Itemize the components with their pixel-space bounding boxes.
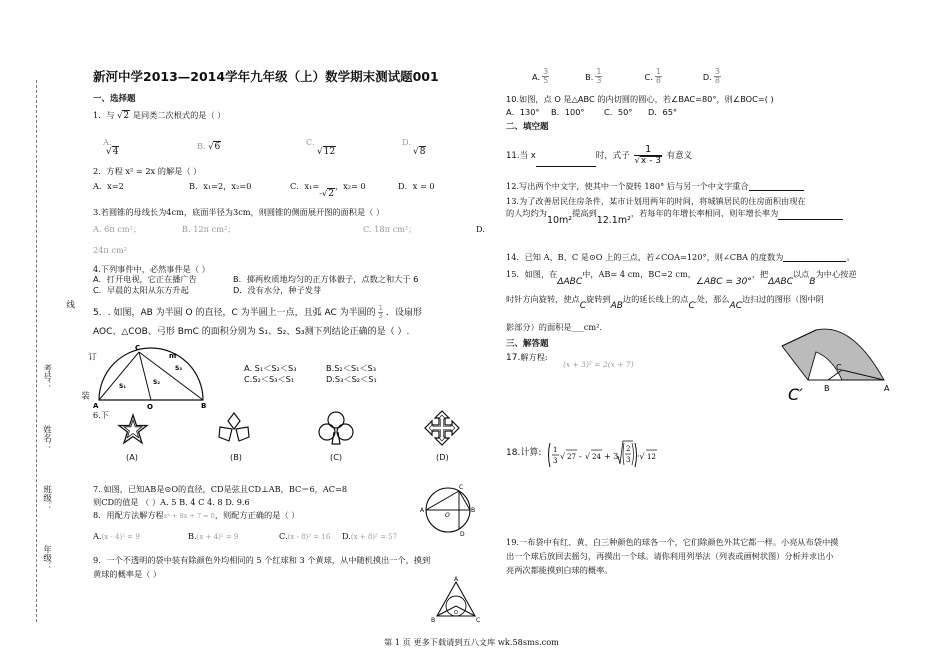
svg-text:-: - <box>579 452 582 461</box>
label-exam-number: 考号： <box>41 364 52 390</box>
fig10-label-b: B <box>431 617 436 624</box>
q9-option-label: A. <box>532 71 541 82</box>
binding-char-line: 线 <box>64 300 75 309</box>
question-17: 17.解方程: <box>506 352 548 363</box>
fig7-label-o: O <box>445 512 450 519</box>
q6-option-d-arrows-icon <box>424 410 460 446</box>
q9-option-denominator: 5 <box>543 76 549 86</box>
svg-text:·√: ·√ <box>637 452 645 461</box>
q6-label-a: (A) <box>126 452 138 462</box>
q5-option-a: A. S₁＜S₂＜S₃ <box>244 363 297 373</box>
q2-option-c: C．x₁=-√2，x₂= 0 <box>290 181 366 199</box>
q9-option-fraction <box>595 68 602 86</box>
svg-text:24: 24 <box>592 453 601 461</box>
fig15-label-a: A <box>884 384 890 393</box>
question-18: 18.计算: <box>506 448 542 458</box>
q9-option-b <box>585 68 602 86</box>
q1-option-c-value: √12 <box>317 147 336 157</box>
label-class: 班级： <box>41 485 52 511</box>
q6-label-b: (B) <box>230 452 243 462</box>
fig5-label-c: C <box>135 344 141 352</box>
q15-rotation-figure <box>780 322 892 404</box>
q4-option-d: D．没有水分，种子发芽 <box>233 285 322 295</box>
q9-options-list <box>532 67 721 86</box>
label-grade: 年级： <box>41 545 52 571</box>
fig7-label-a: A <box>420 507 425 514</box>
q9-option-fraction <box>714 68 721 86</box>
q9-option-label: B. <box>585 71 594 82</box>
question-1: 1．与 √2 是同类二次根式的是（ ） <box>93 110 226 121</box>
svg-text:√: √ <box>560 452 566 461</box>
q3-option-b: B. 12π cm²； <box>182 224 236 234</box>
fig7-label-b: B <box>471 507 476 514</box>
question-3: 3.若圆锥的母线长为4cm，底面半径为3cm，则圆锥的侧面展开图的面积是（ ） <box>93 207 385 217</box>
label-name: 姓名： <box>41 425 52 451</box>
question-19-line-3: 亮两次都能摸到白球的概率。 <box>506 565 613 575</box>
q11-answer-blank[interactable] <box>536 158 596 167</box>
question-9: 9．一个不透明的袋中装有除颜色外均相同的 5 个红球和 3 个黄球，从中随机摸出一个，摸到 <box>93 555 431 565</box>
fig15-label-b: B <box>824 384 830 393</box>
svg-text:3: 3 <box>553 457 558 465</box>
q8-option-a: A.(x - 4)² = 9 <box>93 531 140 541</box>
q9-option-fraction <box>542 68 549 86</box>
question-15-line-3: 影部分）的面积是___cm². <box>506 322 603 332</box>
q5-option-d: D.S₃＜S₂＜S₁ <box>326 374 377 384</box>
page-title: 新河中学2013—2014学年九年级（上）数学期末测试题001 <box>93 69 439 84</box>
svg-text:3: 3 <box>626 456 631 464</box>
q2-option-a: A．x=2 <box>93 181 124 191</box>
page-footer: 第 1 页 更多下载请到五八文库 wk.58sms.com <box>384 637 559 647</box>
q6-label-d: (D) <box>436 452 449 462</box>
svg-text:+ 3: + 3 <box>604 452 619 461</box>
q9-option-a <box>532 68 549 86</box>
fig5-label-s3: S₃ <box>175 365 182 372</box>
q9-options <box>532 68 721 86</box>
fig5-label-s1: S₁ <box>119 383 126 390</box>
q10-option-d: D．65° <box>648 107 678 117</box>
q10-option-c: C．50° <box>604 107 633 117</box>
binding-char-zhuang: 装 <box>79 391 90 400</box>
q9-option-denominator: 3 <box>596 76 602 86</box>
svg-text:2: 2 <box>626 445 631 453</box>
question-8: 8．用配方法解方程x² + 8x + 7 = 0，则配方正确的是（ ） <box>93 510 300 520</box>
fig7-label-c: C <box>459 484 464 491</box>
question-9-line-2: 黄球的概率是（ ） <box>93 569 162 579</box>
fig5-label-s2: S₂ <box>153 379 160 386</box>
q5-option-b: B.S₂＜S₁＜S₃ <box>326 363 377 373</box>
svg-text:1: 1 <box>553 446 558 454</box>
fig15-label-c-prime: C′ <box>788 385 803 404</box>
q1-option-a-value: √4 <box>106 147 119 157</box>
question-18-expression <box>549 439 659 471</box>
svg-text:12: 12 <box>647 453 656 461</box>
q9-option-denominator: 8 <box>655 76 661 86</box>
binding-char-ding: 订 <box>86 352 97 361</box>
question-17-equation: (x + 3)² = 2(x + 7) <box>563 360 634 369</box>
q8-option-b: B.(x + 4)² = 9 <box>188 531 239 541</box>
question-14: 14．已知 A、B、C 是⊙O 上的三点，若∠COA=120°，则∠CBA 的度数为 。 <box>506 252 855 262</box>
q1-option-d-value: √8 <box>413 147 426 157</box>
fig5-label-m: m <box>169 352 177 360</box>
section-choice-heading: 一、选择题 <box>93 94 136 104</box>
question-5-line-2: AOC、△COB、弓形 BmC 的面积分别为 S₁、S₂、S₃测下列结论正确的是（ ）. <box>93 327 410 337</box>
q4-option-b: B．掷两枚质地均匀的正方体骰子，点数之和大于 6 <box>233 274 419 284</box>
question-7-options: 则CD的值是 （ ）A. 5 B. 4 C 4. 8 D. 9.6 <box>93 497 250 507</box>
q2-option-d: D．x = 0 <box>398 181 435 191</box>
q3-option-d: D. <box>476 224 485 234</box>
q4-option-c: C．早晨的太阳从东方升起 <box>93 285 189 295</box>
question-15: 15．如图，在ΔABC中，AB= 4 cm，BC=2 cm，∠ABC = 30°，把ΔABC以点B为中心按逆 <box>506 269 857 287</box>
section-fill-heading: 二、填空题 <box>506 122 549 132</box>
question-2: 2．方程 x² = 2x 的解是（ ） <box>93 166 202 176</box>
q6-option-b-diamonds-icon <box>217 412 251 446</box>
q6-option-a-star-icon <box>118 414 148 446</box>
q12-answer-blank[interactable] <box>749 182 804 191</box>
q13-answer-blank[interactable] <box>778 211 843 220</box>
q9-option-d <box>703 68 721 86</box>
q8-option-d: D.(x + 8)² = 57 <box>342 531 398 541</box>
binding-line <box>36 80 37 622</box>
q4-option-a: A．打开电视，它正在播广告 <box>93 274 197 284</box>
q1-option-a: A. <box>103 137 112 147</box>
question-15-line-2: 时针方向旋转，使点C旋转到AB边的延长线上的点C′处，那么AC边扫过的图形（图中阴 <box>506 294 824 311</box>
q6-option-c-club-icon <box>318 410 354 446</box>
question-13: 13.为了改善居民住房条件，某市计划用两年的时间，将城镇居民的住房面积由现在 <box>506 196 806 206</box>
q5-option-c: C.S₂＜S₃＜S₁ <box>244 374 295 384</box>
q1-option-b: B. √6 <box>197 141 221 152</box>
q3-option-c: C. 18π cm²； <box>363 224 417 234</box>
q2-option-b: B．x₁=2，x₂=0 <box>189 181 252 191</box>
q3-option-a: A. 6π cm²； <box>93 224 142 234</box>
q9-option-label: D. <box>702 71 712 82</box>
q1-option-d: D. <box>402 137 411 147</box>
q6-label-c: (C) <box>330 452 343 462</box>
fig5-label-b: B <box>201 402 207 410</box>
fig10-label-o: O <box>454 610 458 616</box>
q5-semicircle-figure <box>93 344 207 411</box>
q1-option-c: C. <box>306 137 315 147</box>
fig5-label-o: O <box>147 403 153 411</box>
section-solve-heading: 三、解答题 <box>506 339 549 349</box>
q8-option-c: C.(x - 8)² = 16 <box>279 531 331 541</box>
q10-option-a: A．130° <box>506 107 540 117</box>
question-12: 12.写出两个中文字，使其中一个旋转 180° 后与另一个中文字重合 <box>506 181 804 191</box>
fig10-label-a: A <box>454 576 459 583</box>
question-19: 19.一布袋中有红、黄、白三种颜色的球各一个，它们除颜色外其它都一样。小亮从布袋中摸 <box>506 537 839 547</box>
q9-option-numerator: 3 <box>714 67 720 76</box>
q14-answer-blank[interactable] <box>783 253 846 262</box>
question-11: 11.当 x 时，式子 $\frac{1}{√x - 3}$ 有意义 <box>506 144 693 166</box>
question-13-line-2: 的人均约为10m²提高到12.1m²，若每年的年增长率相同，则年增长率为 <box>506 208 843 220</box>
fig15-label-c: C <box>836 363 842 372</box>
question-4: 4.下列事件中，必然事件是（ ） <box>93 264 210 274</box>
question-6: 6.下 <box>93 410 109 420</box>
svg-text:27: 27 <box>567 453 576 461</box>
fig5-label-a: A <box>93 402 99 410</box>
question-5: 5．. 如图，AB 为半圆 O 的直径，C 为半圆上一点，且弧 AC 为半圆的 $\frac{1}{3}$ ．设扇形 <box>93 304 422 320</box>
q9-option-numerator: 3 <box>543 67 549 76</box>
fig10-label-c: C <box>476 617 481 624</box>
question-19-line-2: 出一个球后放回去摇匀，再摸出一个球。请你利用列举法（列表或画树状图）分析并求出小 <box>506 551 834 561</box>
q10-triangle-figure <box>433 578 479 622</box>
question-7: 7. 如图，已知AB是⊙O的直径，CD是弦且CD⊥AB，BC＝6，AC=8 <box>93 484 348 494</box>
q7-circle-figure <box>420 484 476 538</box>
q9-option-numerator: 1 <box>596 67 602 76</box>
svg-text:√: √ <box>585 452 591 461</box>
q9-option-denominator: 8 <box>714 76 720 86</box>
q9-option-c <box>644 68 661 86</box>
fig7-label-d: D <box>460 531 465 538</box>
question-10: 10.如图，点 O 是△ABC 的内切圆的圆心，若∠BAC=80°，则∠BOC=( ) <box>506 94 774 104</box>
q3-option-d-value: 24π cm² <box>93 245 128 255</box>
q9-option-fraction <box>655 68 662 86</box>
q10-option-b: B．100° <box>551 107 585 117</box>
q9-option-label: C. <box>644 71 653 82</box>
q9-option-numerator: 1 <box>655 67 661 76</box>
